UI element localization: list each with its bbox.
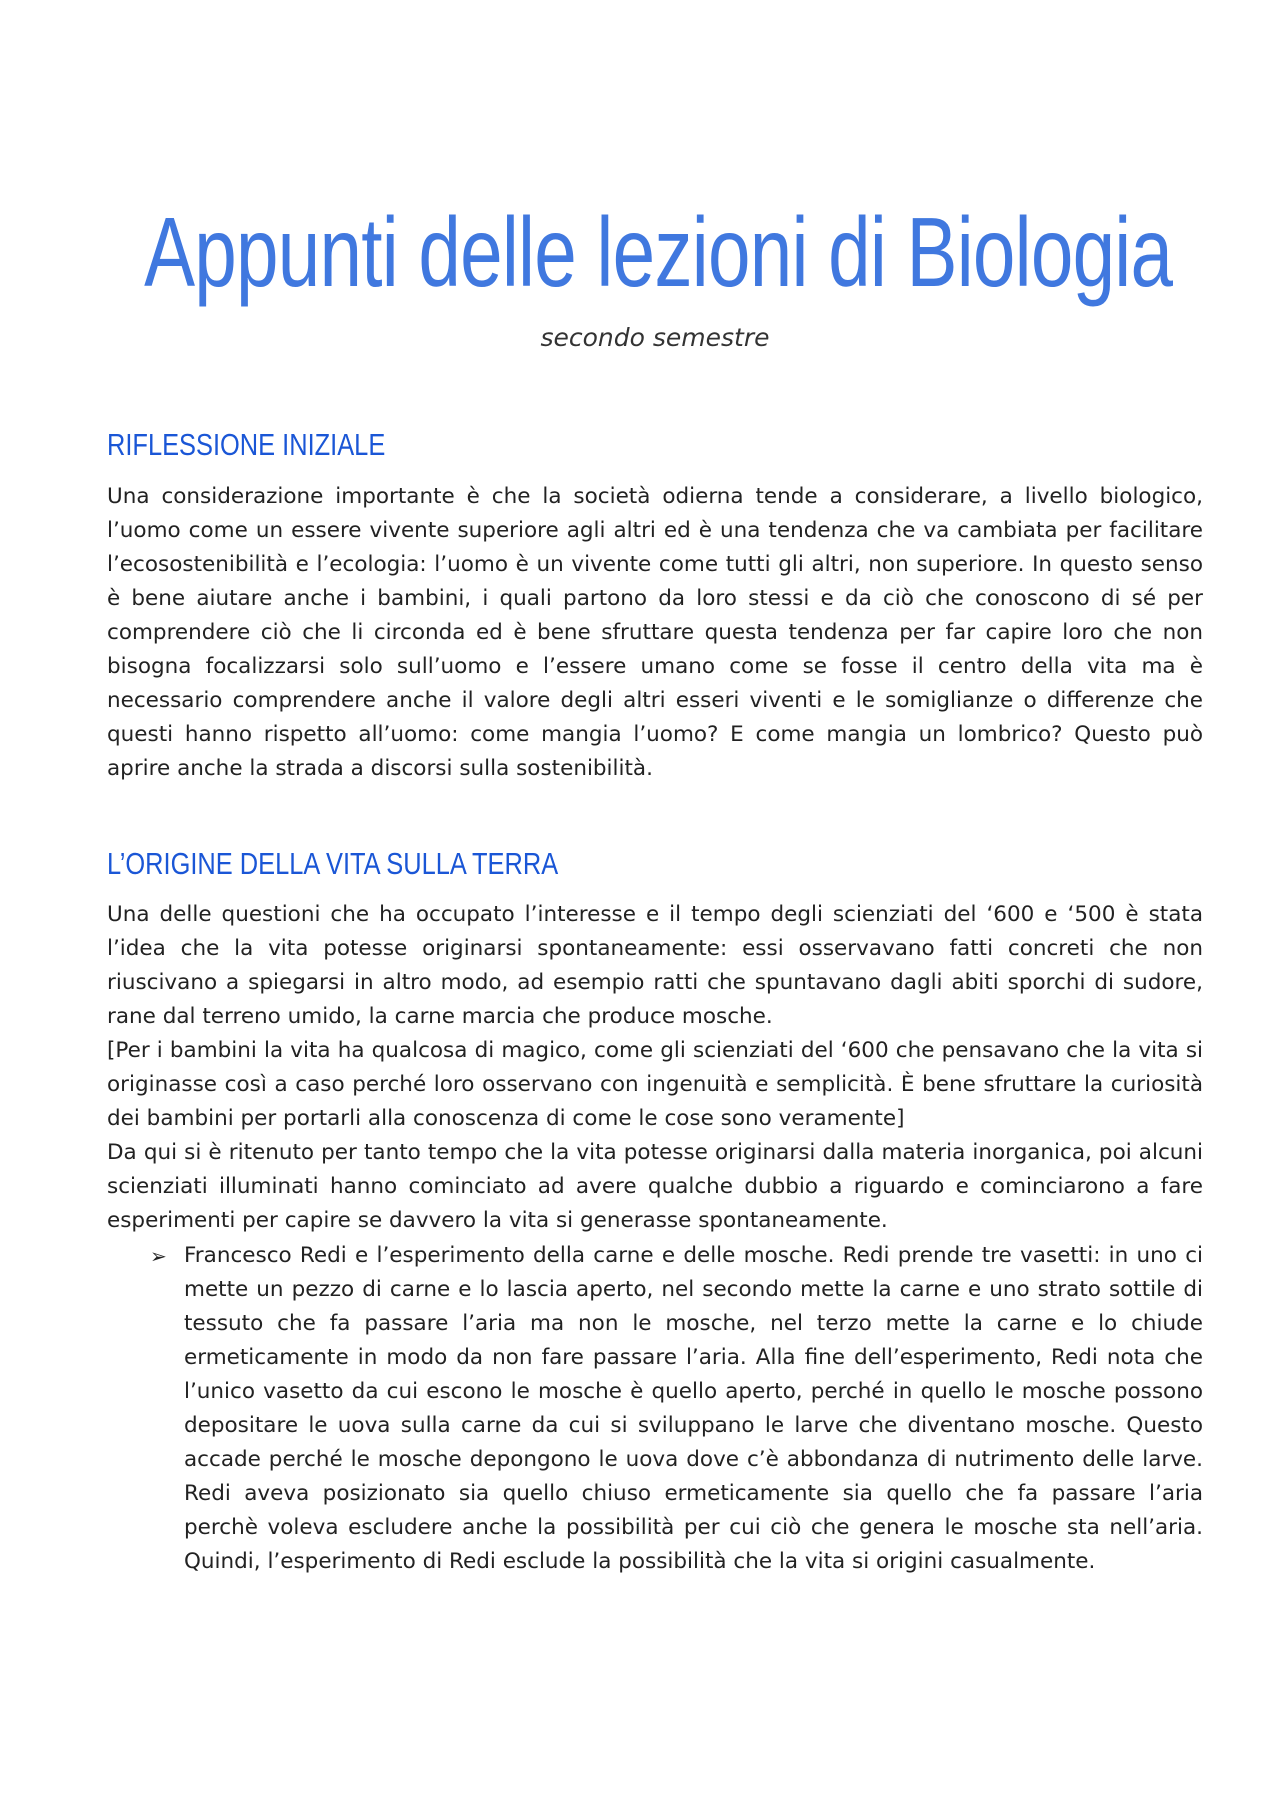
document-subtitle: secondo semestre [540,323,770,352]
section-body-origine [107,898,1203,1238]
arrow-bullet-icon: ➢ [150,1244,167,1268]
section-heading-origine: L’ORIGINE DELLA VITA SULLA TERRA [107,846,559,881]
section-heading-riflessione: RIFLESSIONE INIZIALE [107,427,386,462]
paragraph: Una considerazione importante è che la società odierna tende a considerare, a livello biologico, l’uomo come un essere vivente superiore agli altri ed è una tendenza che va cambiata per facilitare l’ecosostenibilità e l’ecologia: l’uomo è un vivente come tutti gli altri, non superiore. In questo senso è bene aiutare anche i bambini, i quali partono da loro stessi e da ciò che conoscono di sé per comprendere ciò che li circonda ed è bene sfruttare questa tendenza per far capire loro che non bisogna focalizzarsi solo sull’uomo e l’essere umano come se fosse il centro della vita ma è necessario comprendere anche il valore degli altri esseri viventi e le somiglianze o differenze che questi hanno rispetto all’uomo: come mangia l’uomo? E come mangia un lombrico? Questo può aprire anche la strada a discorsi sulla sostenibilità. [107,484,1203,781]
paragraph: [Per i bambini la vita ha qualcosa di magico, come gli scienziati del ‘600 che pensavano che la vita si originasse così a caso perché loro osservano con ingenuità e semplicità. È bene sfruttare la curiosità dei bambini per portarli alla conoscenza di come le cose sono veramente] [107,1038,1203,1131]
paragraph: Da qui si è ritenuto per tanto tempo che la vita potesse originarsi dalla materia inorganica, poi alcuni scienziati illuminati hanno cominciato ad avere qualche dubbio a riguardo e cominciarono a fare esperimenti per capire se davvero la vita si generasse spontaneamente. [107,1140,1203,1233]
bullet-text: Francesco Redi e l’esperimento della carne e delle mosche. Redi prende tre vasetti: in uno ci mette un pezzo di carne e lo lascia aperto, nel secondo mette la carne e uno strato sottile di tessuto che fa passare l’aria ma non le mosche, nel terzo mette la carne e lo chiude ermeticamente in modo da non fare passare l’aria. Alla fine dell’esperimento, Redi nota che l’unico vasetto da cui escono le mosche è quello aperto, perché in quello le mosche possono depositare le uova sulla carne da cui si sviluppano le larve che diventano mosche. Questo accade perché le mosche depongono le uova dove c’è abbondanza di nutrimento delle larve. Redi aveva posizionato sia quello chiuso ermeticamente sia quello che fa passare l’aria perchè voleva escludere anche la possibilità per cui ciò che genera le mosche sta nell’aria. Quindi, l’esperimento di Redi esclude la possibilità che la vita si origini casualmente. [184,1243,1203,1574]
document-title: Appunti delle lezioni di Biologia [144,197,1173,307]
section-body-riflessione [107,480,1203,786]
paragraph: Una delle questioni che ha occupato l’interesse e il tempo degli scienziati del ‘600 e ‘500 è stata l’idea che la vita potesse originarsi spontaneamente: essi osservavano fatti concreti che non riuscivano a spiegarsi in altro modo, ad esempio ratti che spuntavano dagli abiti sporchi di sudore, rane dal terreno umido, la carne marcia che produce mosche. [107,902,1203,1029]
